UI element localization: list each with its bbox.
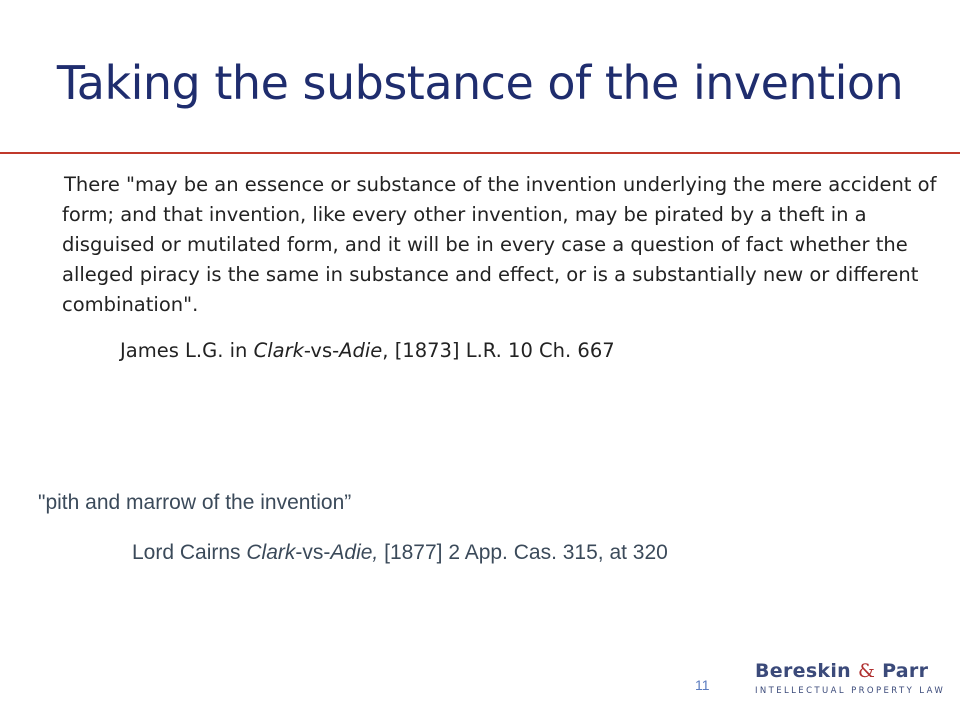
citation-prefix: James L.G. in [120,339,254,362]
pith-quote: "pith and marrow of the invention” [38,491,352,514]
logo-name-first: Bereskin [755,660,852,682]
case-name-clark: Clark [246,541,296,564]
logo-ampersand: & [857,660,876,682]
logo-name-second: Parr [882,660,929,682]
main-quote: There "may be an essence or substance of the invention underlying the mere accident of form; and that invention, like every other invention, may be pirated by a theft in a disguised or mutilated form, and it will be in every case a question of fact whether the alleged piracy is the same in substance and effect, or is a substantially new or different combination". [62,173,937,316]
citation-prefix: Lord Cairns [132,541,247,564]
citation-reference: [1877] 2 App. Cas. 315, at 320 [378,541,668,564]
citation-cairns [132,541,668,565]
case-name-clark: Clark [253,339,304,362]
citation-james [120,336,615,366]
case-separator: -vs- [303,339,340,362]
case-name-adie: Adie, [330,541,379,564]
firm-logo [755,660,955,708]
case-separator: -vs- [295,541,331,564]
page-number: 11 [695,677,710,693]
logo-wordmark [755,660,955,682]
logo-tagline: INTELLECTUAL PROPERTY LAW [755,686,946,696]
citation-reference: , [1873] L.R. 10 Ch. 667 [382,339,615,362]
case-name-adie: Adie [339,339,383,362]
slide-title: Taking the substance of the invention [56,56,904,110]
title-divider [0,152,960,154]
